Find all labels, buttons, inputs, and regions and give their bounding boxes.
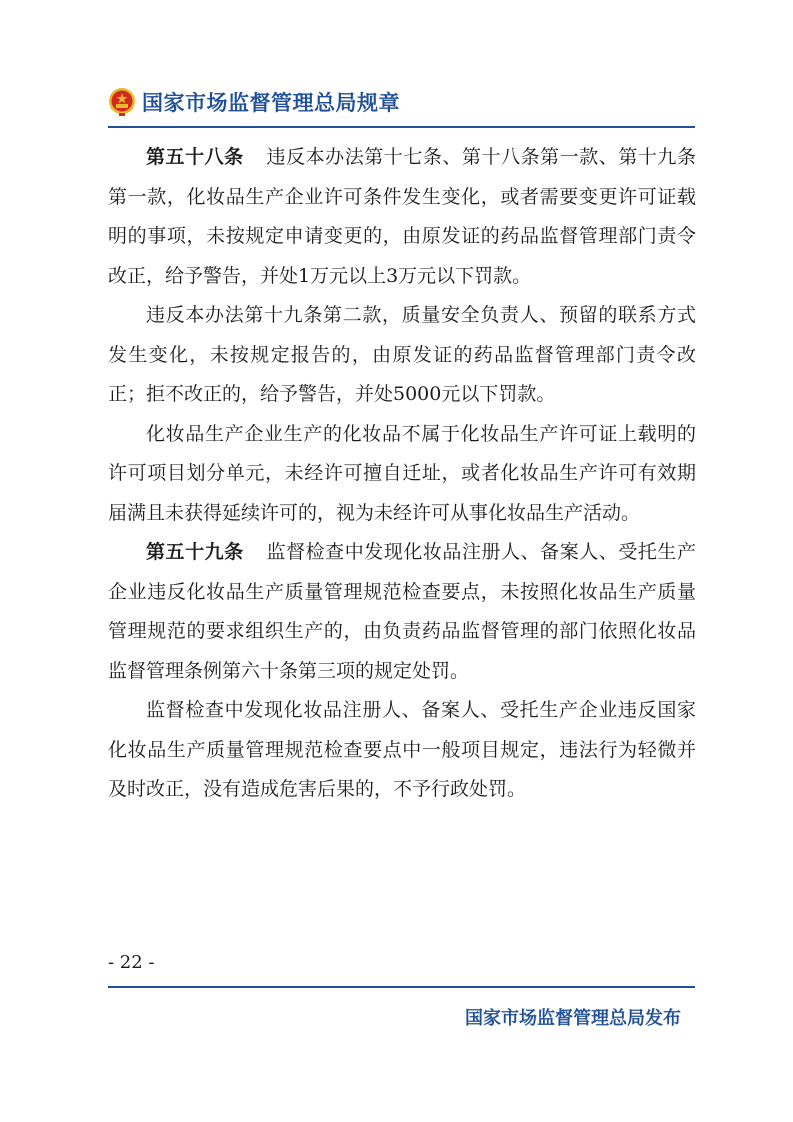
header-title: 国家市场监督管理总局规章 <box>142 91 400 115</box>
page-header <box>108 84 400 120</box>
paragraph <box>108 533 696 691</box>
paragraph <box>108 415 696 534</box>
paragraph-text: 监督检查中发现化妆品注册人、备案人、受托生产企业违反国家化妆品生产质量管理规范检查要点中一般项目规定，违法行为轻微并及时改正，没有造成危害后果的，不予行政处罚。 <box>108 699 696 800</box>
paragraph-text: 化妆品生产企业生产的化妆品不属于化妆品生产许可证上载明的许可项目划分单元，未经许可擅自迁址，或者化妆品生产许可有效期届满且未获得延续许可的，视为未经许可从事化妆品生产活动。 <box>108 422 696 524</box>
paragraph-text: 违反本办法第十七条、第十八条第一款、第十九条第一款，化妆品生产企业许可条件发生变化，或者需要变更许可证载明的事项，未按规定申请变更的，由原发证的药品监督管理部门责令改正，给予警告，并处1万元以上3万元以下罚款。 <box>108 146 696 287</box>
article-number: 第五十八条 <box>146 146 244 168</box>
paragraph-text: 违反本办法第十九条第二款，质量安全负责人、预留的联系方式发生变化，未按规定报告的，由原发证的药品监督管理部门责令改正；拒不改正的，给予警告，并处5000元以下罚款。 <box>108 304 696 405</box>
footer-divider <box>108 986 695 988</box>
header-divider <box>108 126 695 128</box>
paragraph-text: 监督检查中发现化妆品注册人、备案人、受托生产企业违反化妆品生产质量管理规范检查要点，未按照化妆品生产质量管理规范的要求组织生产的，由负责药品监督管理的部门依照化妆品监督管理条例第六十条第三项的规定处罚。 <box>108 541 696 682</box>
national-emblem-icon <box>108 87 136 117</box>
paragraph <box>108 691 696 810</box>
paragraph <box>108 296 696 415</box>
page-number: - 22 - <box>108 952 155 973</box>
footer-publisher: 国家市场监督管理总局发布 <box>465 1008 681 1029</box>
document-body <box>108 138 696 810</box>
paragraph <box>108 138 696 296</box>
article-number: 第五十九条 <box>146 541 244 563</box>
